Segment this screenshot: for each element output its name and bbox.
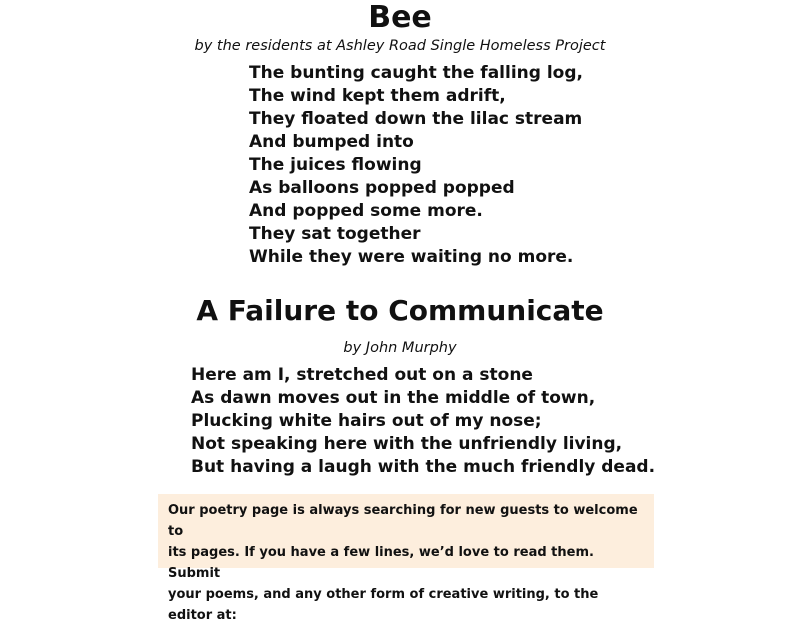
poem-line: But having a laugh with the much friendly dead. <box>191 457 656 477</box>
poem-stanza <box>249 62 583 269</box>
poem-byline: by the residents at Ashley Road Single Homeless Project <box>194 38 606 54</box>
submission-callout <box>158 494 654 623</box>
poem-line: They sat together <box>249 224 421 244</box>
poem-title: Bee <box>368 0 432 35</box>
callout-line: Our poetry page is always searching for new guests to welcome to <box>168 503 638 539</box>
poem-line: While they were waiting no more. <box>249 247 574 267</box>
poem-line: Here am I, stretched out on a stone <box>191 365 533 385</box>
poem-line: The wind kept them adrift, <box>249 86 506 106</box>
poem-line: The bunting caught the falling log, <box>249 63 583 83</box>
poem-line: As balloons popped popped <box>249 178 515 198</box>
poem-stanza <box>191 364 655 479</box>
poem-line: And bumped into <box>249 132 414 152</box>
poem-line: As dawn moves out in the middle of town, <box>191 388 596 408</box>
poem-byline: by John Murphy <box>343 340 457 356</box>
callout-line: its pages. If you have a few lines, we’d love to read them. Submit <box>168 545 594 581</box>
poem-line: And popped some more. <box>249 201 483 221</box>
callout-line: your poems, and any other form of creative writing, to the editor at: <box>168 587 599 623</box>
poem-line: Plucking white hairs out of my nose; <box>191 411 542 431</box>
poem-line: Not speaking here with the unfriendly living, <box>191 434 623 454</box>
poem-line: The juices flowing <box>249 155 422 175</box>
poem-title: A Failure to Communicate <box>196 294 604 327</box>
poem-line: They floated down the lilac stream <box>249 109 583 129</box>
